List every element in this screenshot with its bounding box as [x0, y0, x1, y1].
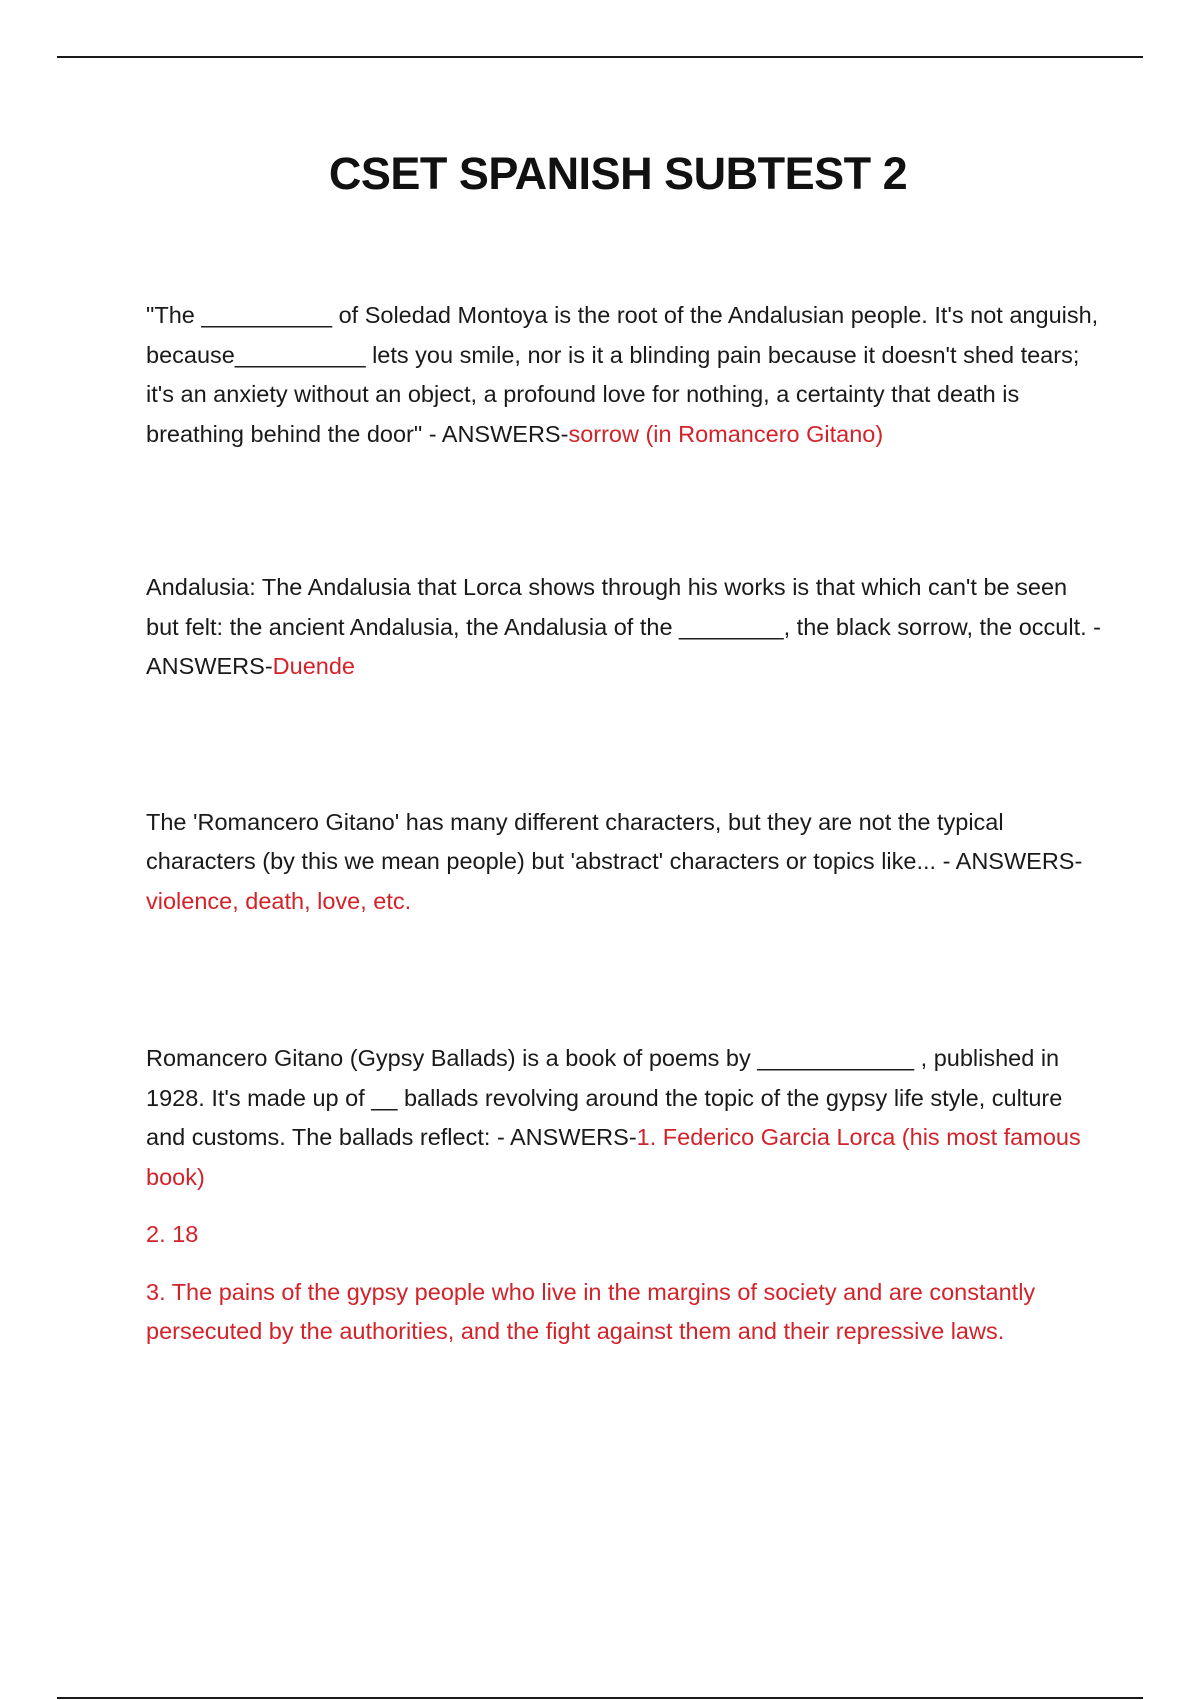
bottom-rule: [57, 1697, 1143, 1699]
answer-4-part-3: 3. The pains of the gypsy people who live in the margins of society and are constantly persecuted by the authorities, and the fight against them and their repressive laws.: [146, 1278, 1036, 1344]
answers-marker-3: ANSWERS-: [955, 848, 1083, 874]
question-1: "The __________ of Soledad Montoya is the root of the Andalusian people. It's not anguish, because__________ lets you smile, nor is it a blinding pain because it doesn't shed tears; it's an anxiety without an object, a profound love for nothing, a certainty that death is breathing behind the door" -: [146, 302, 1099, 447]
flashcard-3: [146, 803, 1101, 922]
question-2: Andalusia: The Andalusia that Lorca shows through his works is that which can't be seen but felt: the ancient Andalusia, the Andalusia of the ________, the black sorrow, the occult. -: [146, 574, 1101, 640]
top-rule: [57, 56, 1143, 58]
flashcard-2: [146, 568, 1101, 687]
flashcard-4: [146, 1039, 1101, 1197]
answer-1: sorrow (in Romancero Gitano): [568, 420, 884, 447]
flashcard-list: [146, 296, 1101, 1352]
question-4: Romancero Gitano (Gypsy Ballads) is a book of poems by ____________ , published in 1928. It's made up of __ ballads revolving around the topic of the gypsy life style, culture and customs. The ballads reflect: -: [146, 1045, 1063, 1150]
answers-marker-4: ANSWERS-: [510, 1124, 637, 1150]
answer-4-part-2: 2. 18: [146, 1221, 199, 1247]
answer-3: violence, death, love, etc.: [146, 887, 412, 914]
question-3: The 'Romancero Gitano' has many different characters, but they are not the typical characters (by this we mean people) but 'abstract' characters or topics like... -: [146, 808, 1004, 874]
answer-2: Duende: [272, 653, 355, 679]
answers-marker-1: ANSWERS-: [441, 420, 569, 447]
flashcard-1: [146, 296, 1101, 454]
answers-marker-2: ANSWERS-: [146, 653, 273, 679]
answer-4: 1. Federico Garcia Lorca (his most famous book): [146, 1124, 1081, 1190]
document-title: CSET SPANISH SUBTEST 2: [328, 148, 908, 199]
